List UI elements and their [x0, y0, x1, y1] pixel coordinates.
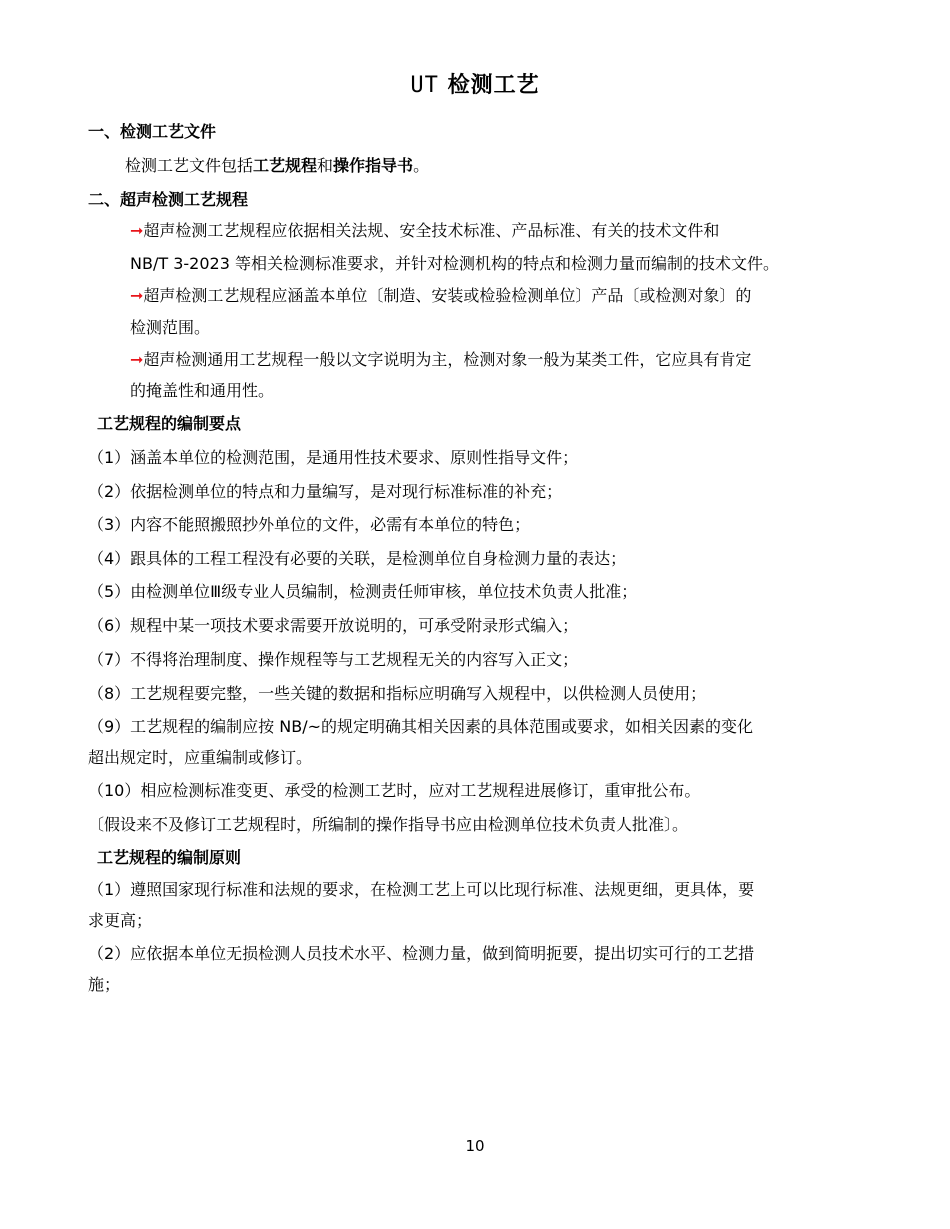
bullet-text: 超声检测通用工艺规程一般以文字说明为主，检测对象一般为某类工件，它应具有肯定 — [143, 350, 752, 369]
section1-text-3: 。 — [413, 156, 430, 175]
arrow-right-icon: ➞ — [130, 286, 144, 305]
arrow-right-icon: ➞ — [130, 350, 144, 369]
bullet-text: 超声检测工艺规程应涵盖本单位〔制造、安装或检验检测单位〕产品〔或检测对象〕的 — [143, 286, 752, 305]
principles-item-2-line-1: （2）应依据本单位无损检测人员技术水平、检测力量，做到简明扼要，提出切实可行的工艺措 — [88, 944, 755, 963]
points-item-9-line-2: 超出规定时，应重编制或修订。 — [88, 748, 313, 767]
points-item: （7）不得将治理制度、操作规程等与工艺规程无关的内容写入正文； — [88, 650, 579, 669]
principles-item-1-line-1: （1）遵照国家现行标准和法规的要求，在检测工艺上可以比现行标准、法规更细，更具体，要 — [88, 880, 755, 899]
points-item: （3）内容不能照搬照抄外单位的文件，必需有本单位的特色； — [88, 515, 531, 534]
section1-heading: 一、检测工艺文件 — [88, 122, 217, 141]
bullet-3-line-1 — [130, 349, 751, 371]
section1-paragraph — [125, 155, 429, 177]
points-item-9-line-1: （9）工艺规程的编制应按 NB/~的规定明确其相关因素的具体范围或要求，如相关因素的变化 — [88, 717, 754, 736]
section1-text-1: 检测工艺文件包括 — [125, 156, 254, 175]
section1-bold-1: 工艺规程 — [253, 156, 318, 175]
principles-heading: 工艺规程的编制原则 — [97, 848, 242, 867]
bullet-1-line-1 — [130, 220, 719, 242]
points-item: （6）规程中某一项技术要求需要开放说明的，可承受附录形式编入； — [88, 616, 579, 635]
section2-heading: 二、超声检测工艺规程 — [88, 190, 249, 209]
points-item: （2）依据检测单位的特点和力量编写，是对现行标准标准的补充； — [88, 482, 563, 501]
bullet-3-line-2: 的掩盖性和通用性。 — [130, 381, 275, 400]
bullet-2-line-1 — [130, 285, 751, 307]
points-item-10: （10）相应检测标准变更、承受的检测工艺时，应对工艺规程进展修订，重审批公布。 — [88, 781, 701, 800]
title-prefix: UT — [410, 73, 439, 98]
section1-bold-2: 操作指导书 — [333, 156, 414, 175]
bullet-1-line-2: NB/T 3-2023 等相关检测标准要求，并针对检测机构的特点和检测力量而编制的技术文件。 — [130, 254, 779, 273]
section1-text-2: 和 — [317, 156, 334, 175]
arrow-right-icon: ➞ — [130, 221, 144, 240]
page-number: 10 — [465, 1137, 485, 1155]
title-text: 检测工艺 — [447, 73, 540, 98]
points-item: （1）涵盖本单位的检测范围，是通用性技术要求、原则性指导文件； — [88, 448, 579, 467]
points-item: （4）跟具体的工程工程没有必要的关联，是检测单位自身检测力量的表达； — [88, 549, 627, 568]
principles-item-2-line-2: 施； — [88, 975, 121, 994]
bullet-2-line-2: 检测范围。 — [130, 318, 211, 337]
points-item: （5）由检测单位Ⅲ级专业人员编制，检测责任师审核，单位技术负责人批准； — [88, 582, 638, 601]
principles-item-1-line-2: 求更高； — [88, 911, 153, 930]
bullet-text: 超声检测工艺规程应依据相关法规、安全技术标准、产品标准、有关的技术文件和 — [143, 221, 720, 240]
points-heading: 工艺规程的编制要点 — [97, 414, 242, 433]
points-note: 〔假设来不及修订工艺规程时，所编制的操作指导书应由检测单位技术负责人批准〕。 — [88, 815, 689, 834]
page-title — [0, 68, 950, 99]
points-item: （8）工艺规程要完整，一些关键的数据和指标应明确写入规程中，以供检测人员使用； — [88, 684, 707, 703]
